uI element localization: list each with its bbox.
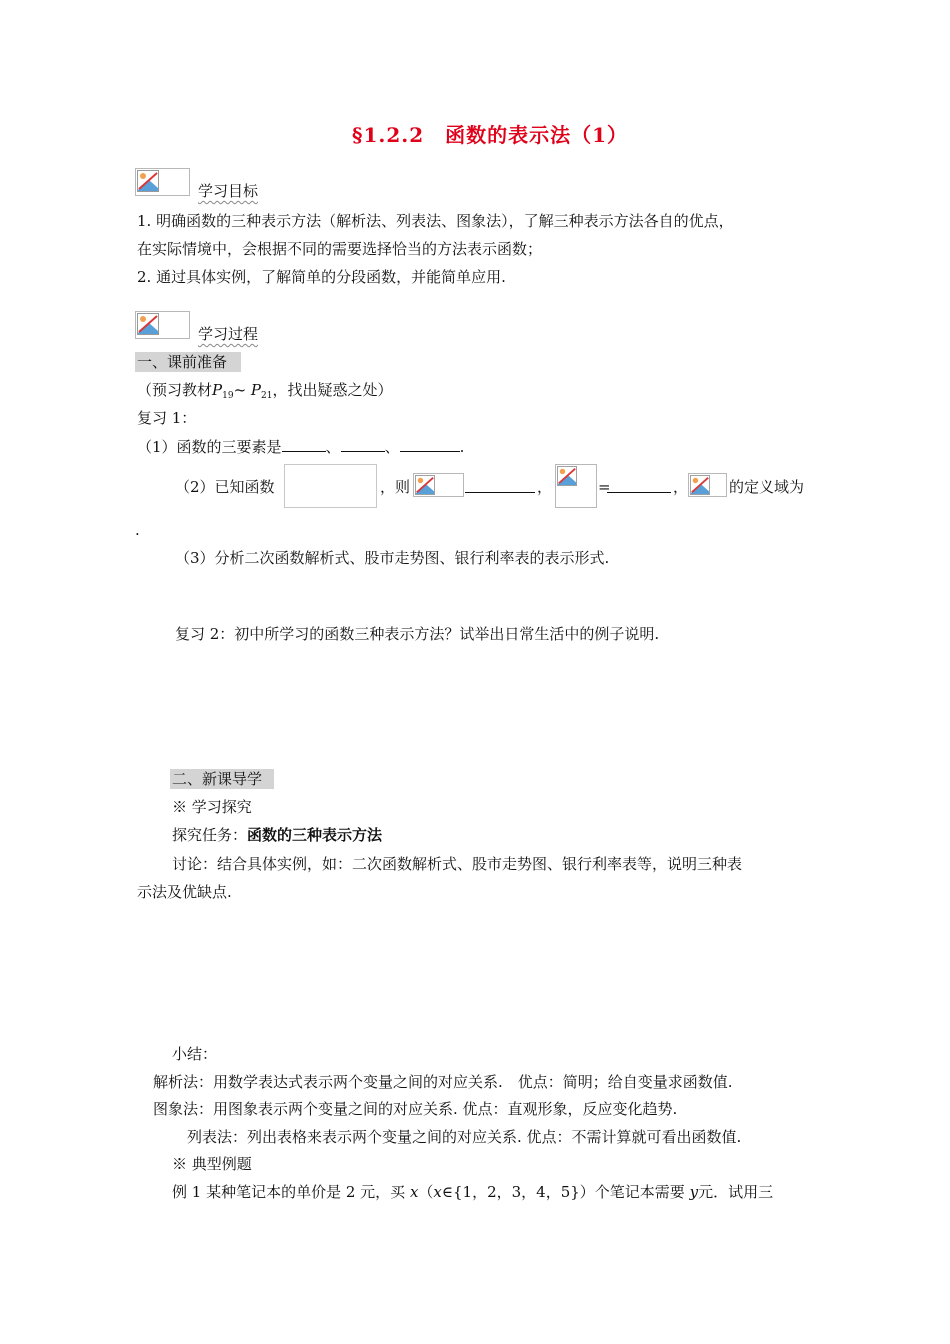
task-line: 探究任务：函数的三种表示方法 (172, 826, 383, 844)
answer-blank (400, 436, 460, 452)
formula-placeholder (284, 464, 377, 508)
summary-graph: 图象法：用图象表示两个变量之间的对应关系. 优点：直观形象，反应变化趋势. (153, 1100, 678, 1118)
summary-label: 小结： (172, 1045, 218, 1063)
question-2-domain: 的定义域为 (729, 478, 805, 496)
explore-heading: ※ 学习探究 (172, 798, 252, 816)
question-2-comma: ， (537, 478, 553, 496)
goal-item-2: 2. 通过具体实例，了解简单的分段函数，并能简单应用. (137, 268, 506, 286)
answer-blank (282, 436, 326, 452)
preview-note: （预习教材$P_{19}\sim$ $P_{21}$，找出疑惑之处） (137, 381, 393, 401)
review-1-label: 复习 1： (137, 409, 197, 427)
question-3: （3）分析二次函数解析式、股市走势图、银行利率表的表示形式. (175, 549, 610, 567)
question-2-blank-2 (607, 477, 671, 498)
part2-heading: 二、新课导学 (170, 769, 274, 789)
goal-item-1-line-2: 在实际情境中，会根据不同的需要选择恰当的方法表示函数； (137, 240, 543, 258)
question-2-then: ，则 (380, 478, 411, 496)
section-label-process: 学习过程 (198, 325, 259, 343)
example-1: 例 1 某种笔记本的单价是 2 元，买 x（x∈{1，2，3，4，5}）个笔记本需要 y元．试用三 (172, 1183, 774, 1201)
goal-item-1-line-1: 1. 明确函数的三种表示方法（解析法、列表法、图象法），了解三种表示方法各自的优点， (137, 212, 734, 230)
image-placeholder-icon (135, 168, 190, 196)
question-2-equals: = (598, 478, 611, 496)
summary-table: 列表法：列出表格来表示两个变量之间的对应关系. 优点：不需计算就可看出函数值. (187, 1128, 742, 1146)
question-2-comma-2: ， (673, 478, 689, 496)
formula-image-icon (413, 473, 464, 497)
answer-blank (341, 436, 385, 452)
question-2-prefix: （2）已知函数 (175, 478, 275, 496)
formula-image-icon (555, 464, 597, 508)
examples-heading: ※ 典型例题 (172, 1155, 252, 1173)
discuss-line-2: 示法及优缺点. (137, 883, 232, 901)
summary-analytic: 解析法：用数学表达式表示两个变量之间的对应关系. 优点：简明；给自变量求函数值. (153, 1073, 733, 1091)
page-title: §1.2.2 函数的表示法（1） (352, 123, 629, 147)
part1-heading: 一、课前准备 (135, 352, 241, 372)
formula-image-icon (688, 473, 727, 497)
discuss-line-1: 讨论：结合具体实例，如：二次函数解析式、股市走势图、银行利率表等，说明三种表 (172, 855, 743, 873)
image-placeholder-icon (135, 311, 190, 339)
question-2-blank-1 (465, 477, 535, 498)
question-2-period: . (135, 521, 140, 539)
review-2: 复习 2：初中所学习的函数三种表示方法？试举出日常生活中的例子说明. (175, 625, 660, 643)
question-1: （1）函数的三要素是 、 、 . (137, 438, 465, 456)
section-label-goals: 学习目标 (198, 182, 259, 200)
